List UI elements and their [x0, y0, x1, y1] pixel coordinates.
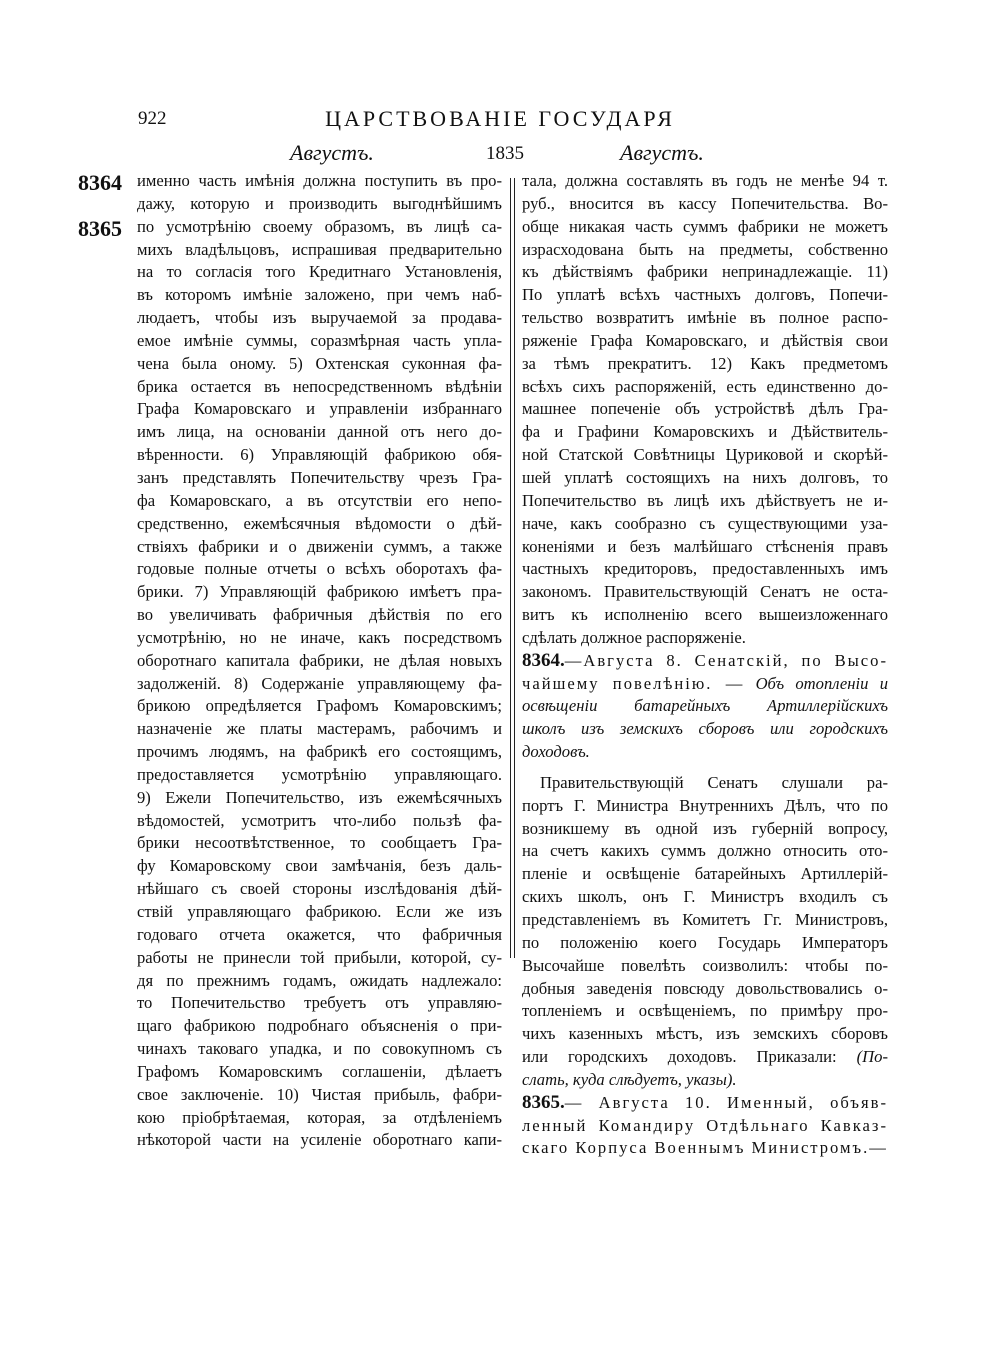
right-part1 — [522, 170, 888, 650]
text-line: во увеличивать фабричныя дѣйствія по его — [137, 605, 502, 625]
text-line: по усмотрѣнію своему образомъ, въ лицѣ са- — [137, 216, 502, 236]
text-line: нѣйшаго съ своей стороны изслѣдованія дѣй- — [137, 879, 502, 899]
text-line: именно часть имѣнія должна поступить въ про- — [137, 171, 502, 190]
text-line: назначеніе же платы мастерамъ, рабочимъ и — [137, 719, 502, 739]
left-column — [137, 170, 502, 1152]
text-line: чихъ казенныхъ мѣстъ, изъ земскихъ сборовъ — [522, 1024, 888, 1044]
text-line: Высочайше повелѣть соизволилъ: чтобы по- — [522, 955, 888, 975]
text-line: ной Статской Совѣтницы Цуриковой и скорѣй- — [522, 445, 888, 465]
right-part2 — [522, 772, 888, 1046]
text-line: фа Комаровскаго, а въ отсутствіи его непо- — [137, 490, 502, 510]
text-line: коненіями и безъ малѣйшаго стѣсненія правъ — [522, 536, 888, 556]
text-line: емое имѣніе суммы, соразмѣрная часть упла- — [137, 330, 502, 350]
margin-number-8364: 8364 — [78, 170, 122, 195]
text-line: брика остается въ непосредственномъ вѣдѣніи — [137, 376, 502, 396]
text-line: Правительствующій Сенатъ слушали ра- — [540, 772, 888, 792]
part2-last-line — [522, 1046, 888, 1069]
text-line: сдѣлать должное распоряженіе. — [522, 627, 746, 647]
text-line: брики. 7) Управляющій фабрикою имѣетъ пра- — [137, 582, 502, 602]
text-line: работы не принесли той прибыли, которой, су- — [137, 947, 502, 967]
text-line: чинахъ таковаго упадка, и по совокупномъ съ — [137, 1039, 502, 1059]
text-line: портъ Г. Министра Внутреннихъ Дѣлъ, что по — [522, 795, 888, 815]
text-line: добныя заведенія повсюду довольствовались о- — [522, 978, 888, 998]
column-divider-1 — [510, 178, 511, 958]
text-line: руб., вносится въ кассу Попечительства. Во- — [522, 193, 888, 213]
text-line: 9) Ежели Попечительство, изъ ежемѣсячныхъ — [137, 787, 502, 807]
page-number: 922 — [138, 108, 167, 129]
text-line: скихъ школъ, онъ Г. Министръ входилъ съ — [522, 887, 888, 907]
text-line: ряженіе Графа Комаровскаго, и дѣйствія свои — [522, 330, 888, 350]
text-line: закономъ. Правительствующій Сенатъ не оста- — [522, 582, 888, 602]
text-line: предоставляется усмотрѣнію управляющаго. — [137, 764, 502, 784]
entry-8364-line4: школъ изъ земскихъ сборовъ или городскихъ — [522, 719, 888, 739]
text-line: вѣренности. 6) Управляющій фабрикою обя- — [137, 445, 502, 465]
part2-last-plain: или городскихъ доходовъ. Приказали: — [522, 1047, 837, 1067]
text-line: средственно, ежемѣсячныя вѣдомости о дѣй- — [137, 513, 502, 533]
text-line: ствіяхъ фабрики и о движеніи суммъ, а также — [137, 536, 502, 556]
entry-8365-heading — [522, 1092, 888, 1115]
text-line: свое заключеніе. 10) Чистая прибыль, фабри- — [137, 1084, 502, 1104]
text-line: фу Комаровскому свои замѣчанія, безъ даль- — [137, 856, 502, 876]
text-line: израсходована быть на предметы, собственно — [522, 239, 888, 259]
entry-8364-line5: доходовъ. — [522, 742, 590, 762]
text-line: годоваго отчета окажется, что фабричныя — [137, 924, 502, 944]
text-line: чена была оному. 5) Охтенская суконная фа- — [137, 353, 502, 373]
text-line: пленіе и освѣщеніе батарейныхъ Артиллерій- — [522, 864, 888, 884]
text-line: оборотнаго капитала фабрики, не дѣлая новыхъ — [137, 650, 502, 670]
margin-number-8365: 8365 — [78, 216, 122, 241]
page-title: ЦАРСТВОВАНІЕ ГОСУДАРЯ — [325, 106, 675, 131]
text-line: имъ лица, на основаніи данной отъ него до- — [137, 422, 502, 442]
entry-number-8365: 8365. — [522, 1091, 565, 1113]
text-line: задолженій. 8) Содержаніе управляющему фа- — [137, 673, 502, 693]
entry-8365-line2: ленный Командиру Отдѣльнаго Кавказ- — [522, 1115, 888, 1135]
text-line: за тѣмъ прекратитъ. 12) Какъ предметомъ — [522, 353, 888, 373]
entry-8364-line3: освѣщеніи батарейныхъ Артиллерійскихъ — [522, 696, 888, 716]
text-line: вѣдомостей, усмотритъ что-либо пользѣ фа- — [137, 810, 502, 830]
text-line: возникшему въ одной изъ губерній вопросу, — [522, 818, 888, 838]
text-line: По уплатѣ всѣхъ частныхъ долговъ, Попечи- — [522, 285, 888, 305]
part2-last-italic: (По- — [856, 1047, 888, 1067]
text-line: ствій управляющаго фабрикою. Если же изъ — [137, 902, 502, 921]
text-line: Попечительство въ лицѣ ихъ дѣйствуетъ не и- — [522, 490, 888, 510]
text-line: на счетъ какихъ суммъ должно относить ото- — [522, 841, 888, 861]
text-line: нѣкоторой части на усиленіе оборотнаго капи- — [137, 1130, 502, 1150]
column-divider-2 — [514, 178, 515, 958]
entry-8364-dateline: —Августа 8. Сенатскій, по Высо- — [564, 650, 888, 670]
text-line: по положенію коего Государь Императоръ — [522, 932, 888, 952]
text-line: Графомъ Комаровскимъ соглашеніи, дѣлаетъ — [137, 1061, 502, 1081]
text-line: щаго фабрикою подробнаго объясненія о при- — [137, 1016, 502, 1036]
entry-8364-heading — [522, 650, 888, 673]
text-line: наче, какъ сообразно съ существующими уза- — [522, 513, 888, 533]
text-line: то Попечительство требуетъ отъ управляю- — [137, 993, 502, 1013]
text-line: Графа Комаровскаго и управленіи избраннаго — [137, 399, 502, 419]
text-line: тала, должна составлять въ годъ не менѣе 94 т. — [522, 171, 888, 190]
text-line: на то согласія того Кредитнаго Установленія, — [137, 262, 502, 282]
text-line: людаетъ, чтобы изъ выручаемой за продава- — [137, 308, 502, 328]
entry-8365-line3: скаго Корпуса Военнымъ Министромъ.— — [522, 1138, 888, 1158]
text-line: занъ представлять Попечительству чрезъ Гра- — [137, 467, 502, 487]
text-line: топленіемъ и освѣщеніемъ, по примѣру про- — [522, 1001, 888, 1021]
text-line: брики несоотвѣтственное, то сообщаетъ Гра- — [137, 833, 502, 853]
text-line: михъ владѣльцовъ, испрашивая предварительно — [137, 239, 502, 259]
entry-number-8364: 8364. — [522, 649, 565, 671]
year: 1835 — [486, 143, 524, 164]
text-line: частныхъ кредиторовъ, предоставленныхъ имъ — [522, 559, 888, 579]
text-line: брикою опредѣляется Графомъ Комаровскимъ; — [137, 696, 502, 716]
text-line: къ дѣйствіямъ фабрики непринадлежащіе. 11) — [522, 262, 888, 282]
entry-8365-line1: — Августа 10. Именный, объяв- — [564, 1092, 888, 1112]
right-column — [522, 170, 888, 1160]
text-line: дажу, которую и производить выгоднѣйшимъ — [137, 193, 502, 213]
paragraph-gap — [522, 764, 888, 772]
text-line: тельство возвратитъ имѣніе въ полное распо- — [522, 308, 888, 328]
text-line: витъ къ исполненію всего вышеизложеннаго — [522, 605, 888, 625]
part2-end: слать, куда слѣдуетъ, указы). — [522, 1069, 737, 1089]
text-line: фа и Графини Комаровскихъ и Дѣйствитель- — [522, 422, 888, 442]
text-line: прочимъ людямъ, на фабрикѣ его состоящимъ, — [137, 742, 502, 762]
text-line: всѣхъ сихъ распоряженій, есть единственно до- — [522, 376, 888, 396]
entry-8364-line2-plain: чайшему повелѣнію. — — [522, 673, 745, 693]
text-line: усмотрѣнію, но не иначе, какъ посредствомъ — [137, 627, 502, 647]
text-line: шей уплатѣ состоящихъ на нихъ долговъ, то — [522, 467, 888, 487]
text-line: въ которомъ имѣніе заложено, при чемъ наб- — [137, 285, 502, 305]
entry-8364-line2-italic: Объ отопленіи и — [755, 673, 888, 693]
month-left: Августъ. — [290, 140, 374, 165]
text-line: обще никакая часть суммъ фабрики не можетъ — [522, 216, 888, 236]
text-line: дя по прежнимъ годамъ, ожидать надлежало: — [137, 970, 502, 990]
entry-8364-line2 — [522, 673, 888, 696]
text-line: годовые полные отчеты о всѣхъ оборотахъ фа- — [137, 559, 502, 579]
text-line: кою пріобрѣтаемая, которая, за отдѣленіемъ — [137, 1107, 502, 1127]
text-line: представленіемъ въ Комитетъ Гг. Министровъ, — [522, 910, 888, 929]
month-right: Августъ. — [620, 140, 704, 165]
text-line: машнее попеченіе объ устройствѣ дѣлъ Гра- — [522, 399, 888, 419]
